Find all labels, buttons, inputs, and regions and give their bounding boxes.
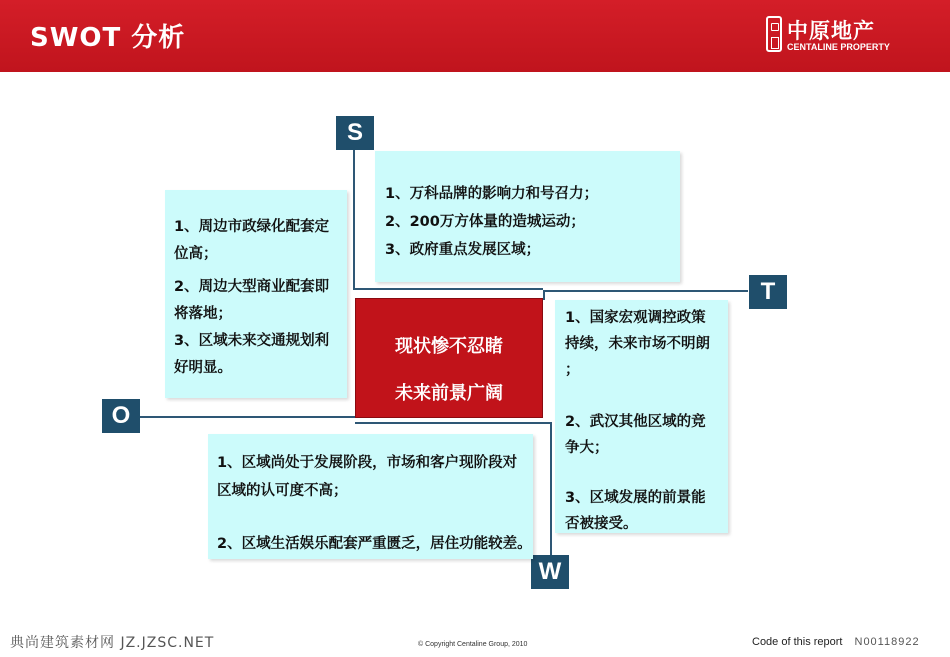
weaknesses-item-1b: 区域的认可度不高；: [217, 483, 348, 499]
threats-badge: T: [749, 275, 787, 309]
report-code-value: N00118922: [854, 636, 920, 648]
w-vertical-line: [550, 422, 552, 558]
threats-item-1c: ；: [565, 362, 580, 378]
report-code-label: Code of this report: [752, 636, 843, 648]
opportunities-item-2a: 2、周边大型商业配套即: [174, 279, 330, 295]
opportunities-badge: O: [102, 399, 140, 433]
opportunities-item-3b: 好明显。: [174, 360, 232, 376]
w-connector-line: [355, 422, 552, 424]
weaknesses-item-2: 2、区域生活娱乐配套严重匮乏，居住功能较差。: [217, 536, 532, 552]
strengths-item-3: 3、政府重点发展区域；: [385, 242, 541, 258]
o-connector-line: [139, 416, 355, 418]
threats-item-1b: 持续，未来市场不明朗: [565, 336, 710, 352]
logo-seal-icon: [766, 16, 782, 52]
opportunities-item-1a: 1、周边市政绿化配套定: [174, 219, 330, 235]
threats-item-2b: 争大；: [565, 440, 609, 456]
opportunities-item-3a: 3、区域未来交通规划利: [174, 333, 330, 349]
weaknesses-badge: W: [531, 555, 569, 589]
logo-brand-cn: 中原地产: [787, 19, 875, 43]
threats-item-3b: 否被接受。: [565, 516, 638, 532]
t-drop-line: [543, 290, 545, 300]
weaknesses-box: [208, 434, 533, 559]
header-bar: [0, 0, 950, 72]
page-title: SWOT 分析: [30, 23, 186, 53]
s-t-horizontal-line: [353, 288, 543, 290]
weaknesses-item-1a: 1、区域尚处于发展阶段，市场和客户现阶段对: [217, 455, 518, 471]
copyright-text: © Copyright Centaline Group, 2010: [418, 641, 528, 648]
opportunities-box: [165, 190, 347, 398]
strengths-badge: S: [336, 116, 374, 150]
center-summary-box: [355, 298, 543, 418]
opportunities-item-1b: 位高；: [174, 246, 218, 262]
strengths-item-1: 1、万科品牌的影响力和号召力；: [385, 186, 599, 202]
strengths-item-2: 2、200万方体量的造城运动；: [385, 214, 585, 230]
threats-item-2a: 2、武汉其他区域的竞: [565, 414, 706, 430]
watermark-text: 典尚建筑素材网 JZ.JZSC.NET: [10, 635, 215, 651]
centaline-logo: [766, 15, 896, 55]
s-vertical-line: [353, 148, 355, 290]
strengths-box: [375, 151, 680, 282]
center-line-2: 未来前景广阔: [395, 383, 503, 404]
opportunities-item-2b: 将落地；: [174, 306, 232, 322]
t-connector-line: [543, 290, 748, 292]
threats-box: [555, 300, 728, 533]
report-code: [752, 636, 920, 648]
threats-item-3a: 3、区域发展的前景能: [565, 490, 706, 506]
logo-brand-en: CENTALINE PROPERTY: [787, 42, 890, 52]
center-line-1: 现状惨不忍睹: [395, 336, 503, 357]
threats-item-1a: 1、国家宏观调控政策: [565, 310, 706, 326]
